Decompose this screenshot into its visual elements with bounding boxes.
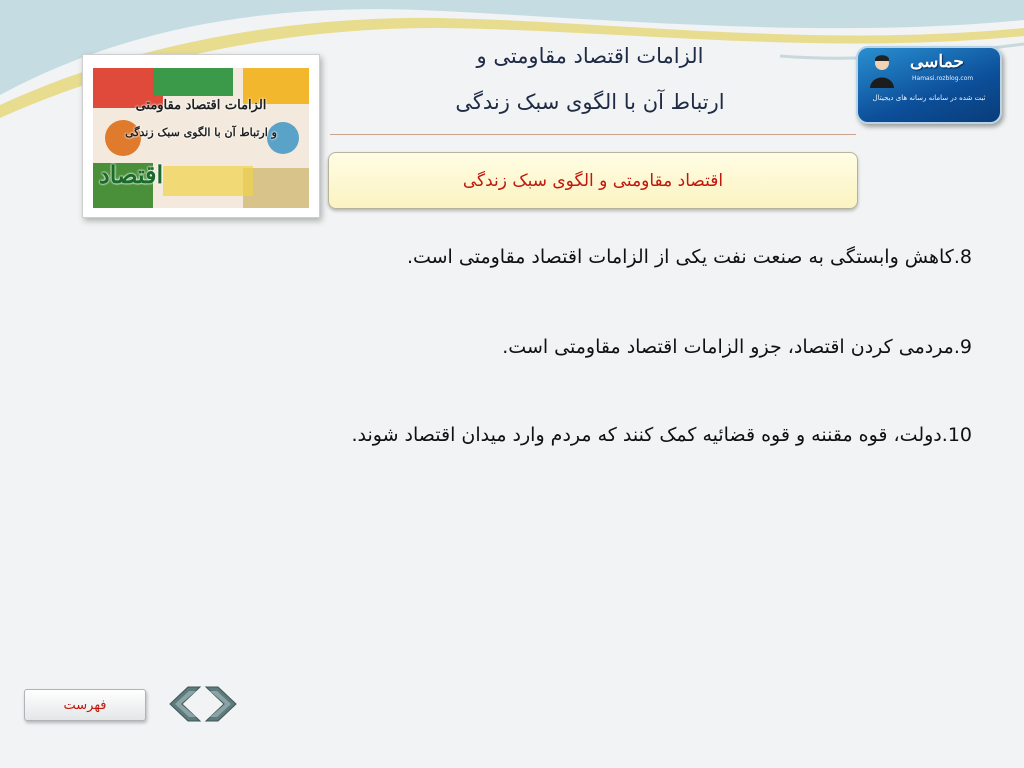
thumbnail-caption-line1: الزامات اقتصاد مقاومتی (135, 98, 267, 113)
thumbnail-caption-big: اقتصاد (99, 160, 164, 189)
logo-url: Hamasi.rozblog.com (912, 75, 974, 82)
portrait-icon (868, 54, 896, 88)
logo-name: حماسی (910, 52, 964, 72)
subtitle-text: اقتصاد مقاومتی و الگوی سبک زندگی (462, 170, 724, 191)
thumbnail-artwork (93, 68, 309, 208)
logo-tagline: ثبت شده در سامانه رسانه های دیجیتال (872, 94, 986, 102)
chevron-left-icon (166, 685, 202, 723)
site-logo (856, 46, 1002, 124)
slide-title-line2: ارتباط آن با الگوی سبک زندگی (455, 90, 725, 114)
slide-thumbnail (82, 54, 320, 218)
slide-title-line1: الزامات اقتصاد مقاومتی و (476, 44, 704, 68)
subtitle-box (328, 152, 858, 209)
thumbnail-caption-line2: و ارتباط آن با الگوی سبک زندگی (125, 126, 277, 139)
point-10: 10.دولت، قوه مقننه و قوه قضائیه کمک کنند که مردم وارد میدان اقتصاد شوند. (351, 424, 972, 446)
chevron-right-icon (204, 685, 240, 723)
previous-slide-button[interactable] (166, 685, 202, 723)
next-slide-button[interactable] (204, 685, 240, 723)
point-9: 9.مردمی کردن اقتصاد، جزو الزامات اقتصاد مقاومتی است. (502, 336, 972, 358)
title-divider (330, 134, 856, 135)
point-8: 8.کاهش وابستگی به صنعت نفت یکی از الزامات اقتصاد مقاومتی است. (406, 246, 972, 268)
menu-button[interactable]: فهرست (24, 689, 146, 721)
